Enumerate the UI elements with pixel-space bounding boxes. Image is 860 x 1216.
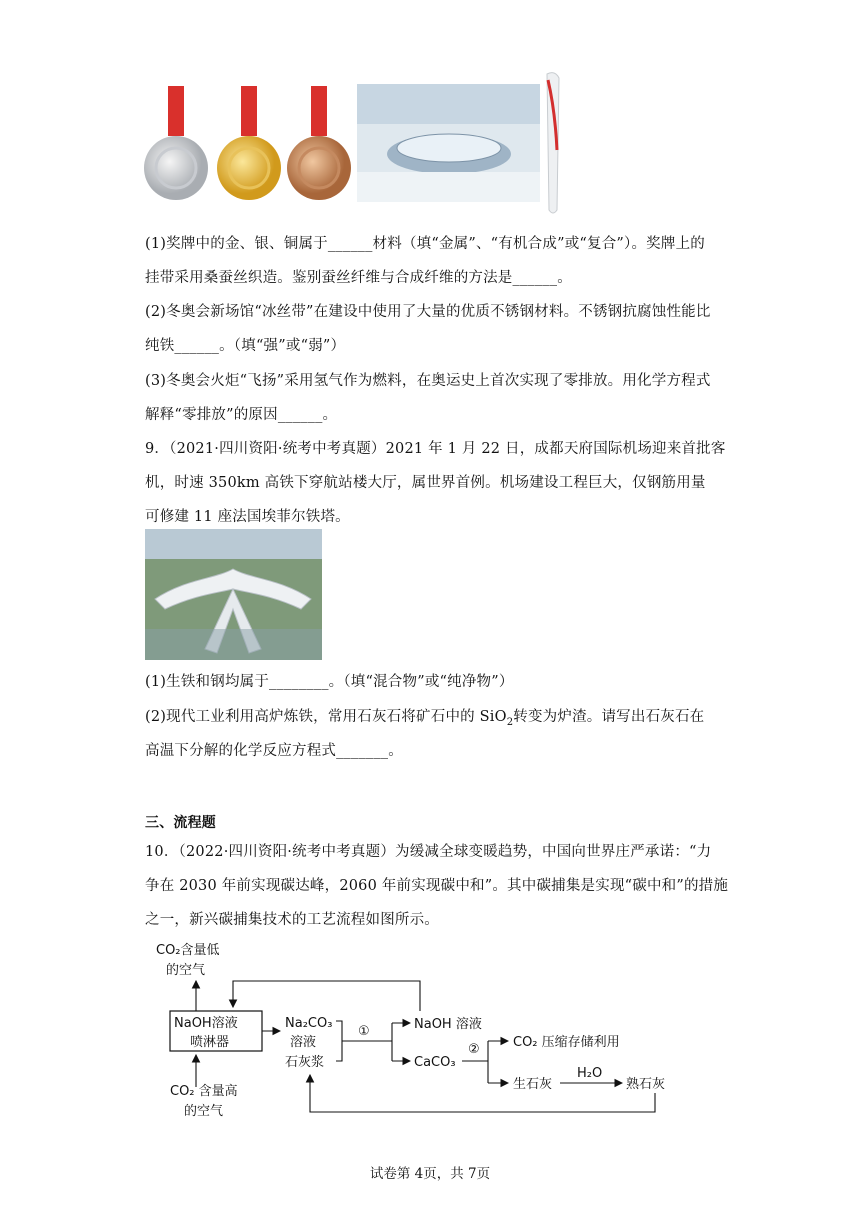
ice-ribbon-stadium-image <box>357 84 540 202</box>
sprayer-label-1: NaOH溶液 <box>174 1016 238 1031</box>
step-2-label: ② <box>468 1042 480 1057</box>
silver-medal <box>144 86 208 200</box>
q9-line1: 9．（2021·四川资阳·统考中考真题）2021 年 1 月 22 日，成都天府国际机场迎来首批客 <box>145 441 726 457</box>
step-1-label: ① <box>358 1024 370 1039</box>
sprayer-label-2: 喷淋器 <box>190 1035 230 1050</box>
co2-low-label-1: CO₂含量低 <box>156 943 220 958</box>
slaked-lime-label: 熟石灰 <box>626 1077 666 1092</box>
q9-line3: 可修建 11 座法国埃菲尔铁塔。 <box>145 509 350 525</box>
arrow-naoh-recycle <box>233 981 420 1011</box>
tianfu-airport-image <box>145 529 322 660</box>
q8-sub3-line2: 解释“零排放”的原因______。 <box>145 407 338 423</box>
q8-sub3-line1: (3)冬奥会火炬“飞扬”采用氢气作为燃料，在奥运史上首次实现了零排放。用化学方程式 <box>145 373 711 389</box>
co2-low-label-2: 的空气 <box>166 963 206 978</box>
q10-line2: 争在 2030 年前实现碳达峰，2060 年前实现碳中和”。其中碳捕集是实现“碳中和”的措施 <box>145 878 729 894</box>
q9-sub2-pre: (2)现代工业利用高炉炼铁，常用石灰石将矿石中的 SiO <box>145 709 507 725</box>
page-footer: 试卷第 4页，共 7页 <box>369 1166 491 1182</box>
quicklime-label: 生石灰 <box>513 1077 553 1092</box>
caco3-label: CaCO₃ <box>414 1055 456 1070</box>
torch-image <box>541 70 565 218</box>
gold-medal <box>217 86 281 200</box>
q9-sub2-subscript: 2 <box>506 716 514 728</box>
bronze-medal <box>287 86 351 200</box>
q8-sub1-line2: 挂带采用桑蚕丝织造。鉴别蚕丝纤维与合成纤维的方法是______。 <box>145 270 572 286</box>
carbon-capture-flowchart <box>140 935 700 1130</box>
na2co3-label: Na₂CO₃ <box>285 1016 333 1031</box>
q9-sub1: (1)生铁和钢均属于________。（填“混合物”或“纯净物”） <box>145 674 514 690</box>
q9-sub2-post: 转变为炉渣。请写出石灰石在 <box>513 709 705 725</box>
na2co3-label-2: 溶液 <box>290 1035 317 1050</box>
co2-high-label-2: 的空气 <box>184 1104 224 1119</box>
q9-sub2-line2: 高温下分解的化学反应方程式_______。 <box>145 743 403 759</box>
q8-sub2-line1: (2)冬奥会新场馆“冰丝带”在建设中使用了大量的优质不锈钢材料。不锈钢抗腐蚀性能比 <box>145 304 711 320</box>
section-heading: 三、流程题 <box>145 815 216 831</box>
co2-high-label-1: CO₂ 含量高 <box>170 1084 238 1099</box>
q8-sub1-line1: (1)奖牌中的金、银、铜属于______材料（填“金属”、“有机合成”或“复合”）。奖牌上的 <box>145 236 705 252</box>
q8-sub2-line2: 纯铁______。（填“强”或“弱”） <box>145 338 346 354</box>
h2o-label: H₂O <box>577 1066 603 1081</box>
q10-line1: 10．（2022·四川资阳·统考中考真题）为缓减全球变暖趋势，中国向世界庄严承诺：“力 <box>145 844 712 860</box>
q9-line2: 机，时速 350km 高铁下穿航站楼大厅，属世界首例。机场建设工程巨大，仅钢筋用量 <box>145 475 706 491</box>
q9-sub2-line1 <box>145 705 704 728</box>
arrow-slaked-lime-return <box>310 1075 655 1112</box>
medal-images <box>143 84 355 208</box>
q10-line3: 之一，新兴碳捕集技术的工艺流程如图所示。 <box>145 912 439 928</box>
naoh-solution-label: NaOH 溶液 <box>414 1017 482 1032</box>
co2-storage-label: CO₂ 压缩存储利用 <box>513 1035 620 1050</box>
lime-slurry-label: 石灰浆 <box>285 1055 325 1070</box>
